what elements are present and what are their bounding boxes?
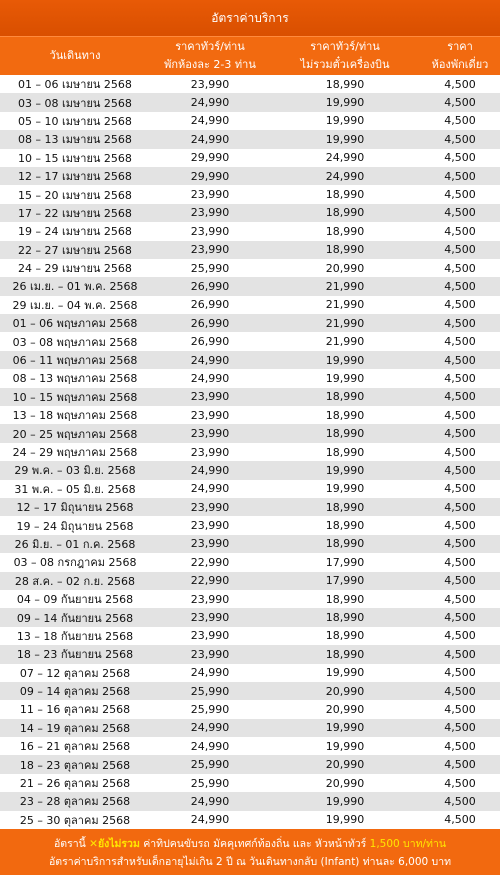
cell-price: 24,990: [190, 353, 230, 367]
cell-price: 24,990: [190, 132, 230, 146]
cell-noflight: 19,990: [325, 371, 365, 385]
table-row: [0, 222, 500, 240]
footer-text: ค่าทิปคนขับรถ มัคคุเทศก์ท้องถิ่น และ หัวหน้าทัวร์: [139, 838, 370, 850]
cell-noflight: 17,990: [325, 574, 365, 588]
cell-noflight: 21,990: [325, 298, 365, 312]
cell-single: 4,500: [444, 684, 476, 698]
table-row: [0, 130, 500, 148]
table-row: [0, 93, 500, 111]
cell-noflight: 19,990: [325, 463, 365, 477]
table-row: [0, 424, 500, 442]
cell-price: 23,990: [190, 500, 230, 514]
cell-noflight: 18,990: [325, 77, 365, 91]
cell-price: 23,990: [190, 188, 230, 202]
cell-single: 4,500: [444, 500, 476, 514]
table-row: [0, 774, 500, 792]
header-date: [0, 47, 150, 65]
cell-price: 22,990: [190, 555, 230, 569]
cell-single: 4,500: [444, 77, 476, 91]
cell-single: 4,500: [444, 739, 476, 753]
cell-single: 4,500: [444, 206, 476, 220]
cell-single: 4,500: [444, 592, 476, 606]
table-row: [0, 314, 500, 332]
cell-date: 14 – 19 ตุลาคม 2568: [19, 721, 131, 735]
cell-price: 23,990: [190, 390, 230, 404]
cell-price: 23,990: [190, 519, 230, 533]
cell-noflight: 20,990: [325, 776, 365, 790]
cell-date: 07 – 12 ตุลาคม 2568: [19, 666, 131, 680]
cell-noflight: 18,990: [325, 629, 365, 643]
cell-noflight: 17,990: [325, 555, 365, 569]
cell-date: 25 – 30 ตุลาคม 2568: [19, 813, 131, 827]
table-row: [0, 737, 500, 755]
cell-date: 04 – 09 กันยายน 2568: [16, 593, 134, 607]
cell-single: 4,500: [444, 445, 476, 459]
cell-single: 4,500: [444, 151, 476, 165]
cell-date: 17 – 22 เมษายน 2568: [18, 206, 132, 220]
cell-single: 4,500: [444, 96, 476, 110]
cell-noflight: 19,990: [325, 353, 365, 367]
table-footer: [0, 829, 500, 875]
table-row: [0, 277, 500, 295]
cell-price: 23,990: [190, 243, 230, 257]
cell-noflight: 19,990: [325, 132, 365, 146]
cell-noflight: 19,990: [325, 666, 365, 680]
cell-price: 23,990: [190, 77, 230, 91]
cell-date: 10 – 15 พฤษภาคม 2568: [12, 390, 138, 404]
cell-single: 4,500: [444, 353, 476, 367]
cell-date: 09 – 14 ตุลาคม 2568: [19, 685, 131, 699]
cell-price: 23,990: [190, 427, 230, 441]
cell-noflight: 19,990: [325, 482, 365, 496]
table-row: [0, 553, 500, 571]
cell-date: 03 – 08 เมษายน 2568: [18, 96, 132, 110]
cell-date: 20 – 25 พฤษภาคม 2568: [12, 427, 138, 441]
cell-noflight: 18,990: [325, 500, 365, 514]
header-price-line1: ราคาทัวร์/ท่าน: [175, 40, 245, 53]
cell-noflight: 19,990: [325, 721, 365, 735]
cell-noflight: 18,990: [325, 243, 365, 257]
footer-line1: [54, 835, 446, 853]
cell-price: 26,990: [190, 316, 230, 330]
cell-single: 4,500: [444, 537, 476, 551]
cell-price: 24,990: [190, 371, 230, 385]
cell-single: 4,500: [444, 114, 476, 128]
cell-single: 4,500: [444, 261, 476, 275]
cell-date: 05 – 10 เมษายน 2568: [18, 114, 132, 128]
cell-price: 24,990: [190, 114, 230, 128]
cell-noflight: 18,990: [325, 206, 365, 220]
cell-noflight: 19,990: [325, 96, 365, 110]
cell-single: 4,500: [444, 647, 476, 661]
excluded-mark-icon: ✕: [89, 838, 98, 850]
cell-price: 25,990: [190, 758, 230, 772]
cell-noflight: 19,990: [325, 739, 365, 753]
footer-line2: อัตราค่าบริการสำหรับเด็กอายุไม่เกิน 2 ปี ณ วันเดินทางกลับ (Infant) ท่านละ 6,000 บาท: [48, 856, 452, 868]
table-row: [0, 480, 500, 498]
table-row: [0, 572, 500, 590]
cell-single: 4,500: [444, 279, 476, 293]
table-row: [0, 167, 500, 185]
cell-noflight: 24,990: [325, 169, 365, 183]
cell-price: 23,990: [190, 592, 230, 606]
cell-noflight: 20,990: [325, 758, 365, 772]
cell-noflight: 20,990: [325, 684, 365, 698]
table-row: [0, 149, 500, 167]
cell-date: 03 – 08 กรกฎาคม 2568: [13, 556, 137, 570]
header-price: [150, 38, 270, 74]
cell-price: 24,990: [190, 721, 230, 735]
cell-single: 4,500: [444, 371, 476, 385]
cell-noflight: 21,990: [325, 279, 365, 293]
cell-noflight: 18,990: [325, 390, 365, 404]
cell-noflight: 19,990: [325, 114, 365, 128]
table-body: [0, 75, 500, 829]
cell-noflight: 24,990: [325, 151, 365, 165]
cell-price: 26,990: [190, 298, 230, 312]
cell-date: 13 – 18 กันยายน 2568: [16, 629, 134, 643]
table-row: [0, 792, 500, 810]
table-row: [0, 332, 500, 350]
table-row: [0, 811, 500, 829]
table-row: [0, 719, 500, 737]
table-row: [0, 443, 500, 461]
cell-noflight: 18,990: [325, 188, 365, 202]
cell-single: 4,500: [444, 813, 476, 827]
cell-single: 4,500: [444, 335, 476, 349]
cell-noflight: 18,990: [325, 427, 365, 441]
cell-date: 12 – 17 มิถุนายน 2568: [16, 501, 134, 515]
table-title: อัตราค่าบริการ: [0, 0, 500, 37]
cell-noflight: 18,990: [325, 537, 365, 551]
cell-date: 24 – 29 พฤษภาคม 2568: [12, 446, 138, 459]
table-row: [0, 406, 500, 424]
cell-price: 23,990: [190, 224, 230, 238]
table-row: [0, 185, 500, 203]
cell-price: 23,990: [190, 611, 230, 625]
table-row: [0, 241, 500, 259]
table-row: [0, 645, 500, 663]
cell-noflight: 18,990: [325, 445, 365, 459]
cell-price: 25,990: [190, 684, 230, 698]
table-row: [0, 351, 500, 369]
cell-single: 4,500: [444, 555, 476, 569]
cell-single: 4,500: [444, 224, 476, 238]
cell-date: 08 – 13 เมษายน 2568: [18, 133, 132, 147]
cell-single: 4,500: [444, 316, 476, 330]
cell-price: 23,990: [190, 206, 230, 220]
cell-date: 18 – 23 ตุลาคม 2568: [19, 758, 131, 772]
cell-single: 4,500: [444, 702, 476, 716]
table-row: [0, 627, 500, 645]
cell-noflight: 18,990: [325, 592, 365, 606]
cell-price: 29,990: [190, 151, 230, 165]
cell-date: 29 เม.ย. – 04 พ.ค. 2568: [12, 298, 138, 312]
cell-price: 25,990: [190, 702, 230, 716]
cell-single: 4,500: [444, 611, 476, 625]
cell-noflight: 18,990: [325, 408, 365, 422]
table-row: [0, 535, 500, 553]
table-row: [0, 296, 500, 314]
table-row: [0, 664, 500, 682]
cell-date: 03 – 08 พฤษภาคม 2568: [12, 335, 138, 349]
cell-single: 4,500: [444, 132, 476, 146]
cell-price: 24,990: [190, 794, 230, 808]
cell-date: 01 – 06 เมษายน 2568: [18, 78, 132, 92]
cell-date: 26 มิ.ย. – 01 ก.ค. 2568: [14, 537, 136, 551]
header-noflight: [270, 38, 420, 74]
header-single: [420, 38, 500, 74]
table-row: [0, 700, 500, 718]
cell-date: 08 – 13 พฤษภาคม 2568: [12, 372, 138, 386]
cell-price: 24,990: [190, 813, 230, 827]
cell-price: 24,990: [190, 96, 230, 110]
cell-date: 22 – 27 เมษายน 2568: [18, 243, 132, 257]
table-row: [0, 755, 500, 773]
cell-single: 4,500: [444, 298, 476, 312]
cell-price: 23,990: [190, 629, 230, 643]
cell-noflight: 21,990: [325, 316, 365, 330]
cell-price: 24,990: [190, 463, 230, 477]
cell-single: 4,500: [444, 482, 476, 496]
table-row: [0, 369, 500, 387]
table-header: [0, 37, 500, 75]
cell-date: 19 – 24 มิถุนายน 2568: [16, 519, 134, 533]
cell-price: 29,990: [190, 169, 230, 183]
cell-date: 10 – 15 เมษายน 2568: [18, 151, 132, 165]
cell-single: 4,500: [444, 169, 476, 183]
cell-date: 18 – 23 กันยายน 2568: [16, 648, 134, 662]
cell-price: 22,990: [190, 574, 230, 588]
table-row: [0, 388, 500, 406]
cell-noflight: 18,990: [325, 647, 365, 661]
cell-date: 15 – 20 เมษายน 2568: [18, 188, 132, 202]
table-row: [0, 682, 500, 700]
header-single-line1: ราคา: [447, 40, 473, 53]
cell-date: 24 – 29 เมษายน 2568: [18, 262, 132, 276]
cell-noflight: 20,990: [325, 702, 365, 716]
table-row: [0, 112, 500, 130]
cell-date: 23 – 28 ตุลาคม 2568: [19, 795, 131, 809]
cell-price: 23,990: [190, 445, 230, 459]
cell-date: 21 – 26 ตุลาคม 2568: [19, 777, 131, 791]
cell-single: 4,500: [444, 408, 476, 422]
cell-price: 26,990: [190, 279, 230, 293]
cell-price: 23,990: [190, 537, 230, 551]
cell-date: 01 – 06 พฤษภาคม 2568: [12, 317, 138, 331]
cell-noflight: 18,990: [325, 224, 365, 238]
cell-price: 24,990: [190, 739, 230, 753]
cell-date: 16 – 21 ตุลาคม 2568: [19, 740, 131, 754]
cell-date: 31 พ.ค. – 05 มิ.ย. 2568: [14, 482, 136, 496]
header-noflight-line2: ไม่รวมตั๋วเครื่องบิน: [300, 58, 390, 71]
cell-price: 23,990: [190, 647, 230, 661]
cell-single: 4,500: [444, 519, 476, 533]
cell-noflight: 18,990: [325, 519, 365, 533]
cell-single: 4,500: [444, 390, 476, 404]
footer-excluded: ยังไม่รวม: [97, 838, 140, 850]
cell-single: 4,500: [444, 629, 476, 643]
cell-date: 19 – 24 เมษายน 2568: [18, 225, 132, 239]
header-price-line2: พักห้องละ 2-3 ท่าน: [164, 58, 256, 71]
header-noflight-line1: ราคาทัวร์/ท่าน: [310, 40, 380, 53]
footer-prefix: อัตรานี้: [53, 838, 86, 850]
cell-price: 24,990: [190, 666, 230, 680]
cell-single: 4,500: [444, 427, 476, 441]
cell-single: 4,500: [444, 758, 476, 772]
cell-price: 25,990: [190, 776, 230, 790]
table-row: [0, 498, 500, 516]
cell-single: 4,500: [444, 794, 476, 808]
table-row: [0, 204, 500, 222]
cell-single: 4,500: [444, 666, 476, 680]
cell-date: 12 – 17 เมษายน 2568: [18, 170, 132, 184]
cell-price: 25,990: [190, 261, 230, 275]
cell-date: 13 – 18 พฤษภาคม 2568: [12, 409, 138, 423]
cell-date: 28 ส.ค. – 02 ก.ย. 2568: [14, 574, 136, 588]
table-row: [0, 590, 500, 608]
table-row: [0, 516, 500, 534]
cell-noflight: 19,990: [325, 813, 365, 827]
table-row: [0, 461, 500, 479]
table-row: [0, 608, 500, 626]
cell-date: 11 – 16 ตุลาคม 2568: [19, 703, 131, 717]
cell-noflight: 20,990: [325, 261, 365, 275]
cell-price: 26,990: [190, 335, 230, 349]
cell-noflight: 18,990: [325, 611, 365, 625]
cell-single: 4,500: [444, 188, 476, 202]
cell-price: 24,990: [190, 482, 230, 496]
cell-single: 4,500: [444, 463, 476, 477]
table-row: [0, 259, 500, 277]
cell-single: 4,500: [444, 721, 476, 735]
footer-tip-amount: 1,500 บาท/ท่าน: [369, 838, 447, 850]
cell-noflight: 19,990: [325, 794, 365, 808]
cell-date: 06 – 11 พฤษภาคม 2568: [12, 354, 138, 368]
cell-single: 4,500: [444, 574, 476, 588]
cell-date: 26 เม.ย. – 01 พ.ค. 2568: [12, 280, 138, 294]
table-row: [0, 75, 500, 93]
cell-single: 4,500: [444, 243, 476, 257]
cell-noflight: 21,990: [325, 335, 365, 349]
cell-date: 29 พ.ค. – 03 มิ.ย. 2568: [14, 464, 136, 478]
cell-date: 09 – 14 กันยายน 2568: [16, 611, 134, 625]
header-single-line2: ห้องพักเดี่ยว: [431, 58, 489, 71]
cell-single: 4,500: [444, 776, 476, 790]
header-date-label: วันเดินทาง: [49, 49, 101, 62]
cell-price: 23,990: [190, 408, 230, 422]
